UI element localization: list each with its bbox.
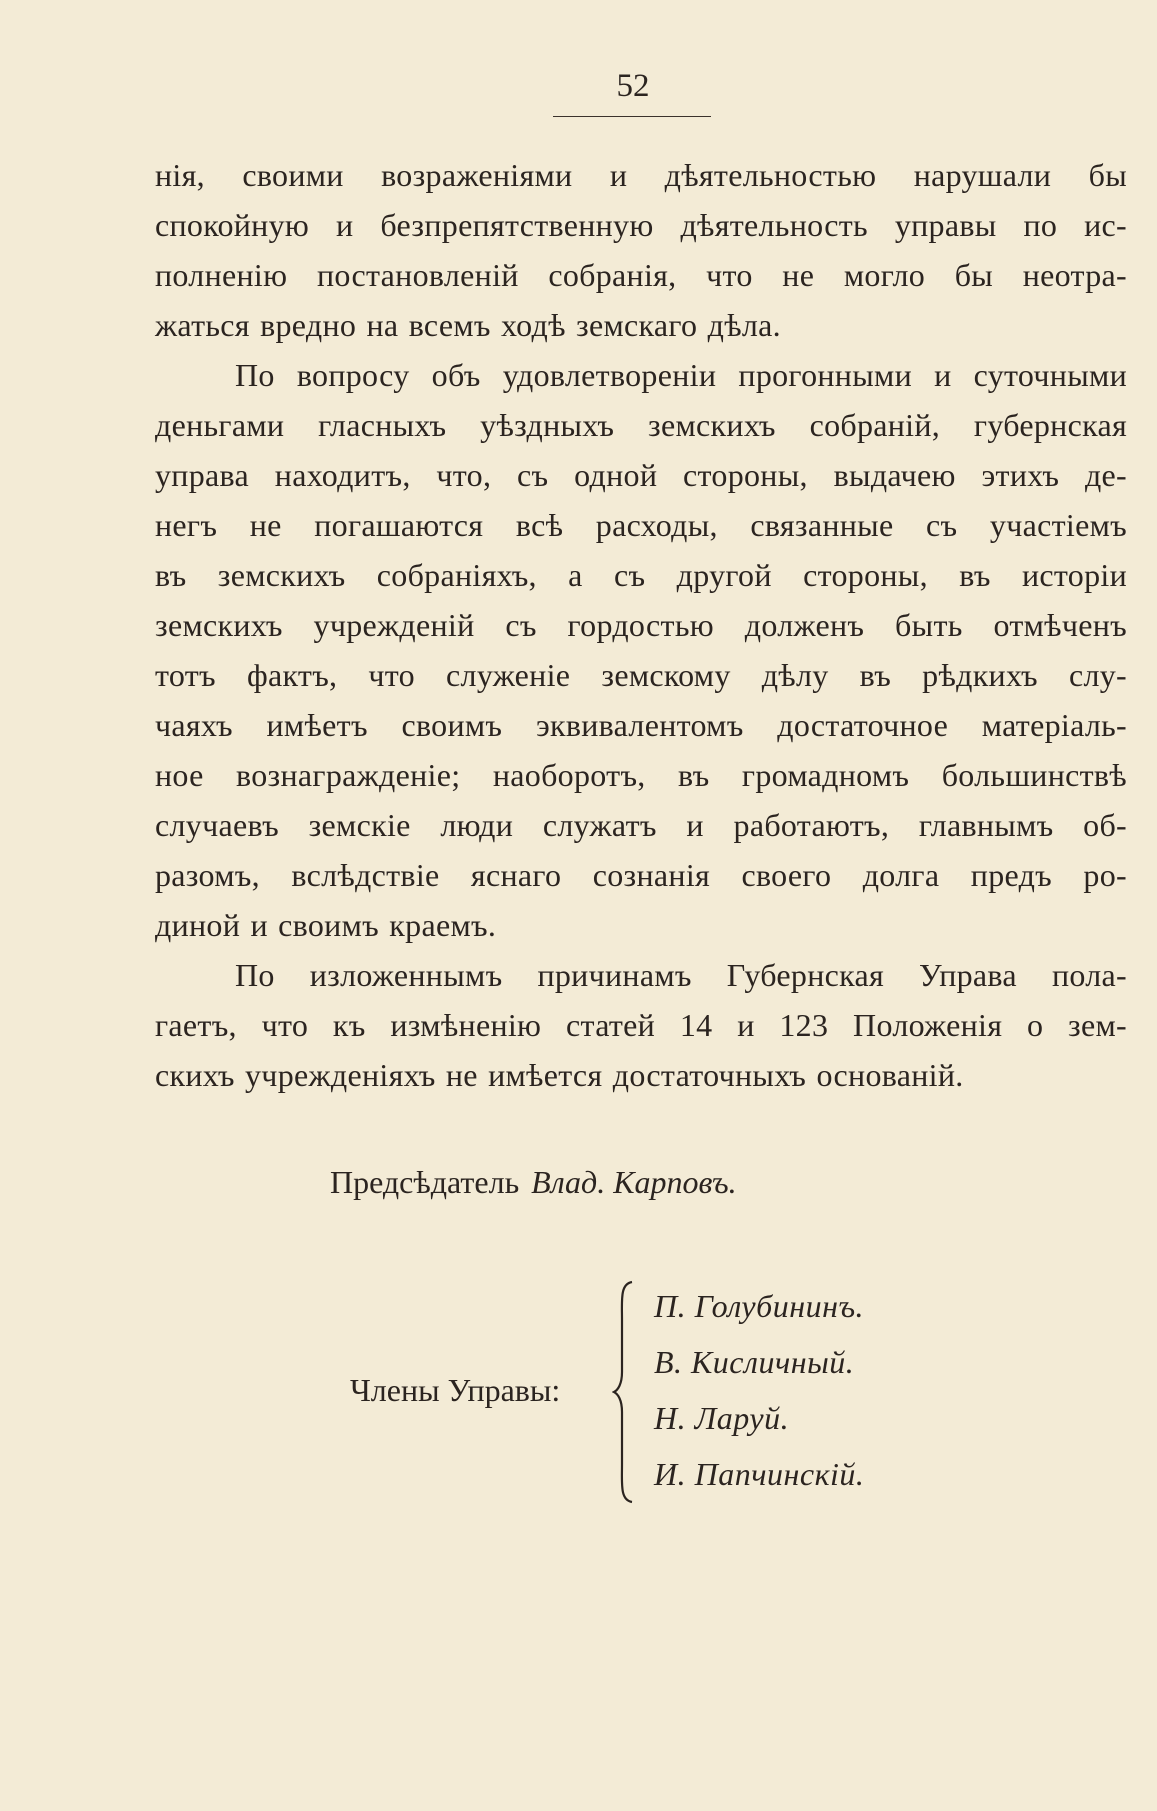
text-line: скихъ учрежденіяхъ не имѣется достаточныхъ основаній. <box>155 1057 964 1093</box>
text-line: деньгами гласныхъ уѣздныхъ земскихъ собраній, губернская <box>155 407 1127 443</box>
text-line: жаться вредно на всемъ ходѣ земскаго дѣла. <box>155 307 781 343</box>
text-line: земскихъ учрежденій съ гордостью долженъ быть отмѣченъ <box>155 607 1127 643</box>
page-number-rule <box>553 116 711 117</box>
chairman-signature <box>330 1160 737 1204</box>
text-line: въ земскихъ собраніяхъ, а съ другой стороны, въ исторіи <box>155 557 1127 593</box>
text-line: ное вознагражденіе; наоборотъ, въ громадномъ большинствѣ <box>155 757 1127 793</box>
text-line: тотъ фактъ, что служеніе земскому дѣлу въ рѣдкихъ слу- <box>155 657 1127 693</box>
text-line: По вопросу объ удовлетвореніи прогонными и суточными <box>235 357 1127 393</box>
member-name: В. Кисличный. <box>654 1344 855 1380</box>
text-line: спокойную и безпрепятственную дѣятельность управы по ис- <box>155 207 1127 243</box>
paragraph-1 <box>155 150 1127 350</box>
members-label: Члены Управы: <box>350 1372 561 1408</box>
member-name: П. Голубининъ. <box>654 1288 865 1324</box>
text-line: гаетъ, что къ измѣненію статей 14 и 123 Положенія о зем- <box>155 1007 1127 1043</box>
text-line: полненію постановленій собранія, что не могло бы неотра- <box>155 257 1127 293</box>
text-line: разомъ, вслѣдствіе яснаго сознанія своего долга предъ ро- <box>155 857 1127 893</box>
paragraph-3 <box>155 950 1127 1100</box>
text-line: негъ не погашаются всѣ расходы, связанные съ участіемъ <box>155 507 1127 543</box>
chairman-name: Влад. Карповъ. <box>531 1164 737 1200</box>
body-text <box>155 150 1127 1100</box>
member-name: Н. Ларуй. <box>654 1400 790 1436</box>
paragraph-2 <box>155 350 1127 950</box>
text-line: управа находитъ, что, съ одной стороны, выдачею этихъ де- <box>155 457 1127 493</box>
text-line: диной и своимъ краемъ. <box>155 907 497 943</box>
members-list <box>654 1278 864 1502</box>
text-line: чаяхъ имѣетъ своимъ эквивалентомъ достаточное матеріаль- <box>155 707 1127 743</box>
text-line: случаевъ земскіе люди служатъ и работаютъ, главнымъ об- <box>155 807 1127 843</box>
text-line: По изложеннымъ причинамъ Губернская Управа пола- <box>235 957 1127 993</box>
chairman-title: Предсѣдатель <box>330 1164 520 1200</box>
page-number: 52 <box>616 68 650 104</box>
curly-brace-icon <box>612 1280 636 1504</box>
member-name: И. Папчинскій. <box>654 1456 865 1492</box>
text-line: нія, своими возраженіями и дѣятельностью нарушали бы <box>155 157 1127 193</box>
